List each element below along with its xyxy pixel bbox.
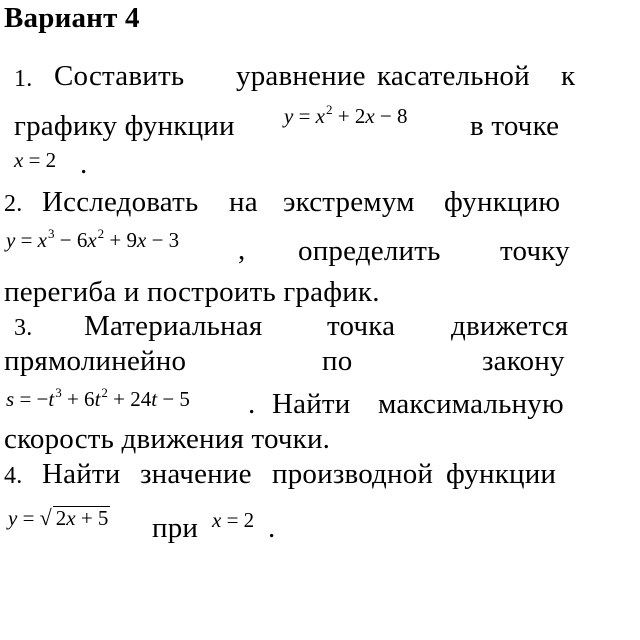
task-3-formula: $s = -t^3 + 6t^2 + 24t - 5$ (6, 385, 190, 411)
task-1-word: Составить (54, 60, 185, 92)
task-1-word: уравнение (236, 60, 366, 92)
task-2-word: экстремум (283, 186, 415, 218)
task-3-word: Найти (272, 388, 351, 420)
task-1-period: . (80, 148, 88, 180)
task-4-word: значение (140, 458, 252, 490)
task-2-number: 2. (4, 191, 23, 217)
task-1-text: графику функции (14, 110, 235, 142)
task-2-text: перегиба и построить график. (4, 276, 380, 308)
task-1-formula: $y = x^2 + 2x - 8$ (284, 102, 408, 128)
task-4-word: функции (446, 458, 557, 490)
task-1-point-formula: x = 2 (14, 148, 57, 172)
task-2-comma: , (238, 234, 246, 266)
task-3-word: по (322, 345, 353, 377)
task-3-word: Материальная (84, 310, 263, 342)
task-2-word: функцию (444, 186, 561, 218)
task-4-word: производной (272, 458, 434, 490)
task-4-period: . (268, 512, 276, 544)
task-2-word: на (229, 186, 258, 218)
task-3-word: точка (327, 310, 396, 342)
task-4-formula: y = √ 2x + 5 (8, 505, 109, 530)
task-1-text: в точке (470, 110, 560, 142)
task-2-word: точку (500, 235, 570, 267)
task-4-point-formula: x = 2 (212, 508, 255, 532)
task-3-text: скорость движения точки. (4, 423, 331, 455)
task-4-word: при (152, 512, 199, 544)
variant-title: Вариант 4 (4, 2, 140, 34)
task-4-word: Найти (42, 458, 121, 490)
task-1-word: к (561, 60, 576, 92)
task-3-word: максимальную (378, 388, 564, 420)
task-3-number: 3. (14, 315, 33, 341)
task-3-period: . (248, 388, 256, 420)
task-1-number: 1. (14, 66, 33, 92)
task-2-formula: $y = x^3 - 6x^2 + 9x - 3$ (6, 226, 180, 252)
task-3-word: движется (451, 310, 569, 342)
task-1-word: касательной (377, 60, 530, 92)
task-2-word: определить (298, 235, 441, 267)
task-2-word: Исследовать (42, 186, 199, 218)
task-3-word: закону (482, 345, 565, 377)
task-3-word: прямолинейно (4, 345, 187, 377)
task-4-number: 4. (4, 463, 23, 489)
